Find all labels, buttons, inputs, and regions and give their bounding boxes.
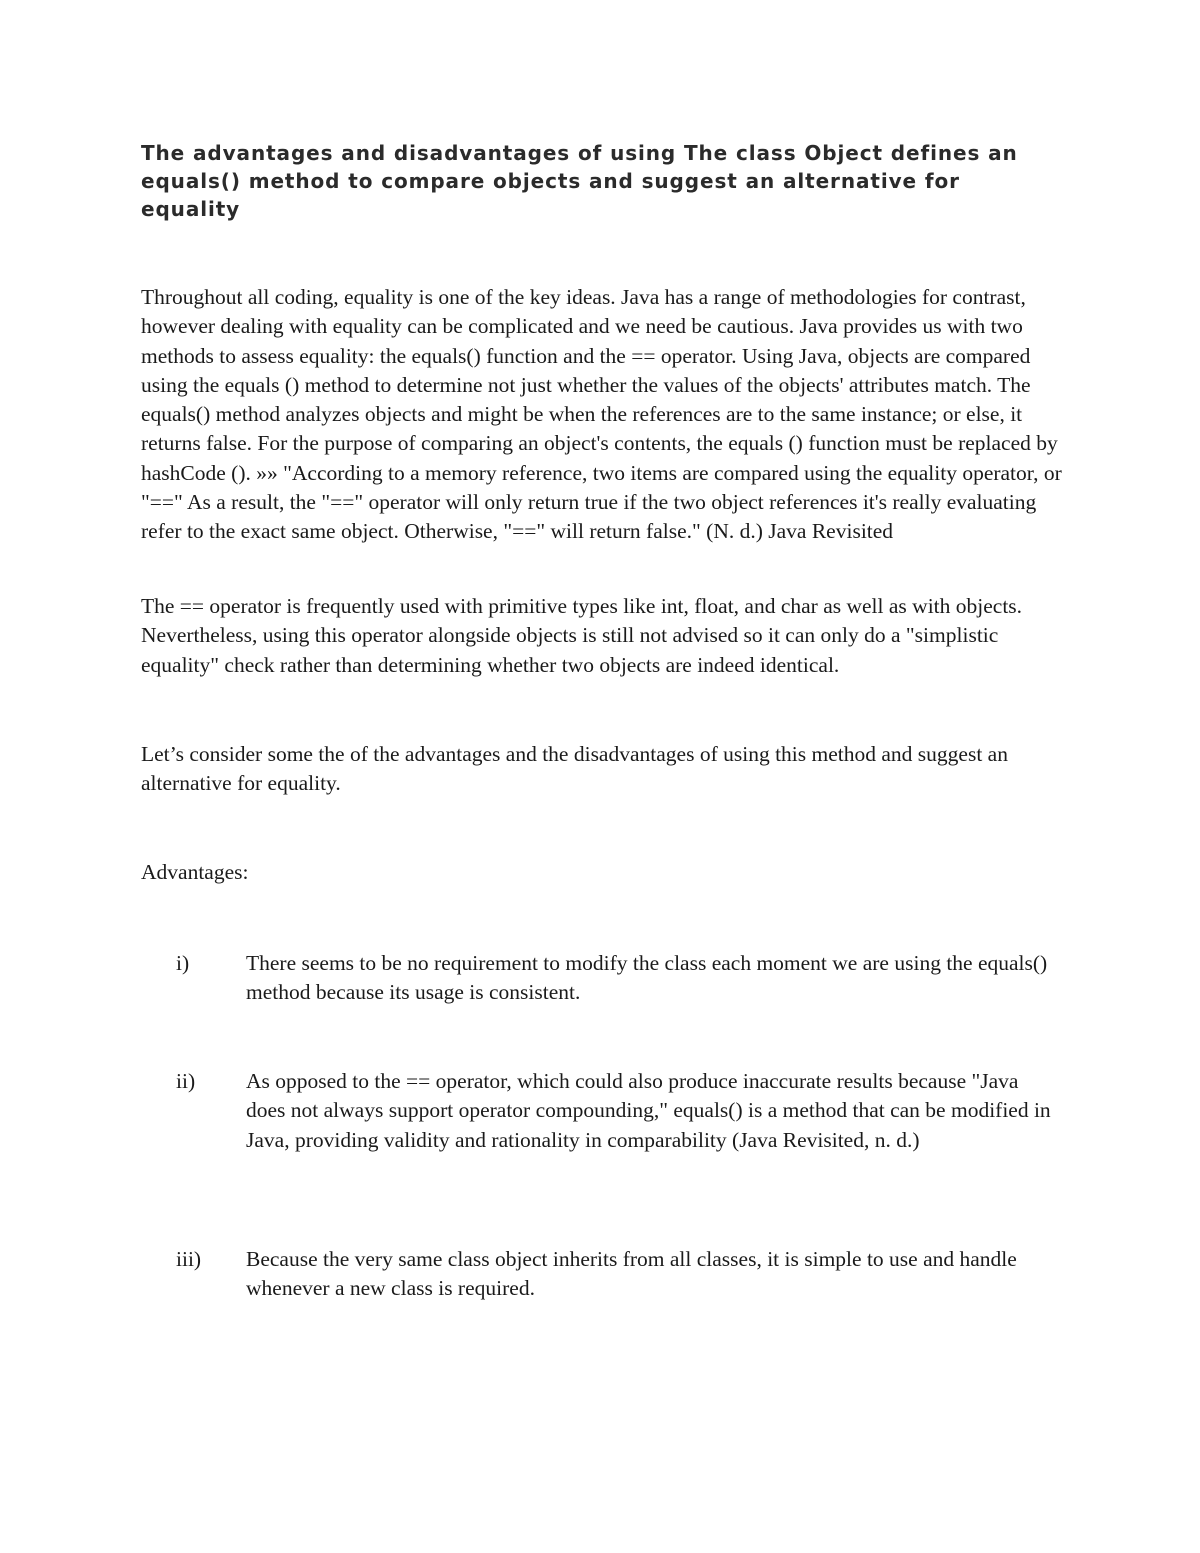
intro-paragraph: Throughout all coding, equality is one of the key ideas. Java has a range of methodologies for contrast, however dealing with equality can be complicated and we need be cautious. Java provides us with two methods to assess equality: the equals() function and the == operator. Using Java, objects are compared using the equals () method to determine not just whether the values of the objects' attributes match. The equals() method analyzes objects and might be when the references are to the same instance; or else, it returns false. For the purpose of comparing an object's contents, the equals () function must be replaced by hashCode (). »» "According to a memory reference, two items are compared using the equality operator, or "==" As a result, the "==" operator will only return true if the two object references it's really evaluating refer to the exact same object. Otherwise, "==" will return false." (N. d.) Java Revisited <box>141 285 1062 544</box>
advantages-heading: Advantages: <box>141 860 249 884</box>
advantage-number: ii) <box>176 1069 196 1093</box>
consider-paragraph: Let’s consider some the of the advantages and the disadvantages of using this method and suggest an alternative for equality. <box>141 742 1008 796</box>
advantage-text: There seems to be no requirement to modify the class each moment we are using the equals() method because its usage is consistent. <box>246 951 1048 1005</box>
advantage-text: As opposed to the == operator, which could also produce inaccurate results because "Java does not always support operator compounding," equals() is a method that can be modified in Java, providing validity and rationality in comparability (Java Revisited, n. d.) <box>246 1069 1051 1152</box>
advantage-number: iii) <box>176 1247 202 1271</box>
advantage-number: i) <box>176 951 190 975</box>
advantage-text: Because the very same class object inherits from all classes, it is simple to use and handle whenever a new class is required. <box>246 1247 1017 1301</box>
document-title: The advantages and disadvantages of using The class Object defines an equals() method to compare objects and suggest an alternative for equality <box>141 141 1018 221</box>
operator-paragraph: The == operator is frequently used with primitive types like int, float, and char as well as with objects. Nevertheless, using this operator alongside objects is still not advised so it can only do a "simplistic equality" check rather than determining whether two objects are indeed identical. <box>141 594 1023 677</box>
